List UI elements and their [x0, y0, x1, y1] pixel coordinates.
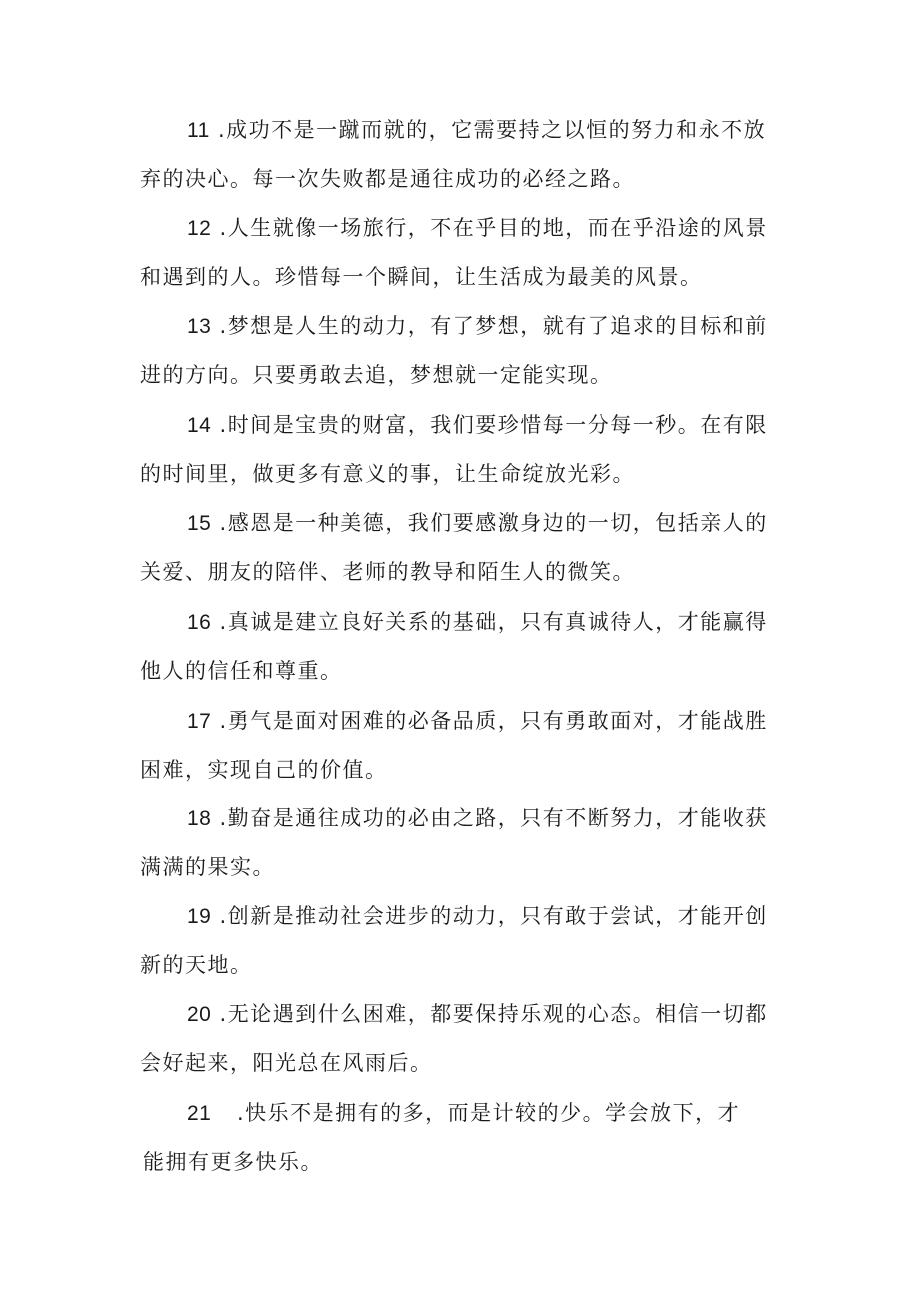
- paragraph-text: 关爱、朋友的陪伴、老师的教导和陌生人的微笑。: [140, 560, 635, 584]
- paragraph-number: 19: [187, 905, 212, 928]
- paragraph-text: .快乐不是拥有的多，而是计较的少。学会放下，才: [237, 1101, 741, 1125]
- paragraph-line: [140, 106, 792, 155]
- paragraph-text: 弃的决心。每一次失败都是通往成功的必经之路。: [140, 167, 635, 191]
- paragraph-text: 和遇到的人。珍惜每一个瞬间，让生活成为最美的风景。: [140, 265, 703, 289]
- paragraph-text: .创新是推动社会进步的动力，只有敢于尝试，才能开创: [219, 904, 768, 928]
- paragraph-text: 困难，实现自己的价值。: [140, 758, 388, 782]
- paragraph-16: [140, 598, 792, 696]
- paragraph-text: 的时间里，做更多有意义的事，让生命绽放光彩。: [140, 462, 635, 486]
- paragraph-line: [140, 598, 792, 647]
- paragraph-18: [140, 794, 792, 892]
- paragraph-number: 16: [187, 611, 212, 634]
- paragraph-text: .感恩是一种美德，我们要感激身边的一切，包括亲人的: [219, 511, 768, 535]
- paragraph-line: [140, 794, 792, 843]
- paragraph-text: 能拥有更多快乐。: [143, 1150, 323, 1174]
- paragraph-number: 18: [187, 807, 212, 830]
- paragraph-line: [140, 892, 792, 941]
- paragraph-text: .人生就像一场旅行，不在乎目的地，而在乎沿途的风景: [219, 216, 768, 240]
- paragraph-number: 11: [187, 119, 210, 142]
- paragraph-line: [140, 990, 792, 1039]
- paragraph-11: [140, 106, 792, 204]
- paragraph-20: [140, 990, 792, 1088]
- paragraph-text: .成功不是一蹴而就的，它需要持之以恒的努力和永不放: [218, 118, 767, 142]
- paragraph-line: [140, 204, 792, 253]
- paragraph-text: .真诚是建立良好关系的基础，只有真诚待人，才能赢得: [219, 610, 768, 634]
- paragraph-number: 20: [187, 1003, 212, 1026]
- paragraph-text: .时间是宝贵的财富，我们要珍惜每一分每一秒。在有限: [219, 413, 768, 437]
- paragraph-text: 新的天地。: [140, 953, 253, 977]
- paragraph-21: [140, 1089, 792, 1187]
- paragraph-number: 21: [187, 1102, 212, 1125]
- paragraph-14: [140, 401, 792, 499]
- paragraph-text: 满满的果实。: [140, 855, 275, 879]
- paragraph-text: 会好起来，阳光总在风雨后。: [140, 1051, 433, 1075]
- paragraph-number: 17: [187, 710, 212, 733]
- paragraph-line: [140, 302, 792, 351]
- paragraph-17: [140, 697, 792, 795]
- paragraph-19: [140, 892, 792, 990]
- paragraph-line: [140, 697, 792, 746]
- paragraph-text: .勇气是面对困难的必备品质，只有勇敢面对，才能战胜: [219, 709, 768, 733]
- paragraph-text: .勤奋是通往成功的必由之路，只有不断努力，才能收获: [219, 806, 768, 830]
- paragraph-text: .梦想是人生的动力，有了梦想，就有了追求的目标和前: [219, 314, 768, 338]
- paragraph-number: 13: [187, 315, 212, 338]
- paragraph-text: 进的方向。只要勇敢去追，梦想就一定能实现。: [140, 363, 613, 387]
- paragraph-text: 他人的信任和尊重。: [140, 659, 343, 683]
- paragraph-line: [140, 499, 792, 548]
- paragraph-text: .无论遇到什么困难，都要保持乐观的心态。相信一切都: [219, 1002, 768, 1026]
- paragraph-13: [140, 302, 792, 400]
- paragraph-line: [140, 401, 792, 450]
- paragraph-number: 12: [187, 217, 212, 240]
- paragraph-12: [140, 204, 792, 302]
- paragraph-15: [140, 499, 792, 597]
- paragraph-number: 15: [187, 512, 212, 535]
- paragraph-line: [140, 1089, 792, 1138]
- paragraph-number: 14: [187, 414, 212, 437]
